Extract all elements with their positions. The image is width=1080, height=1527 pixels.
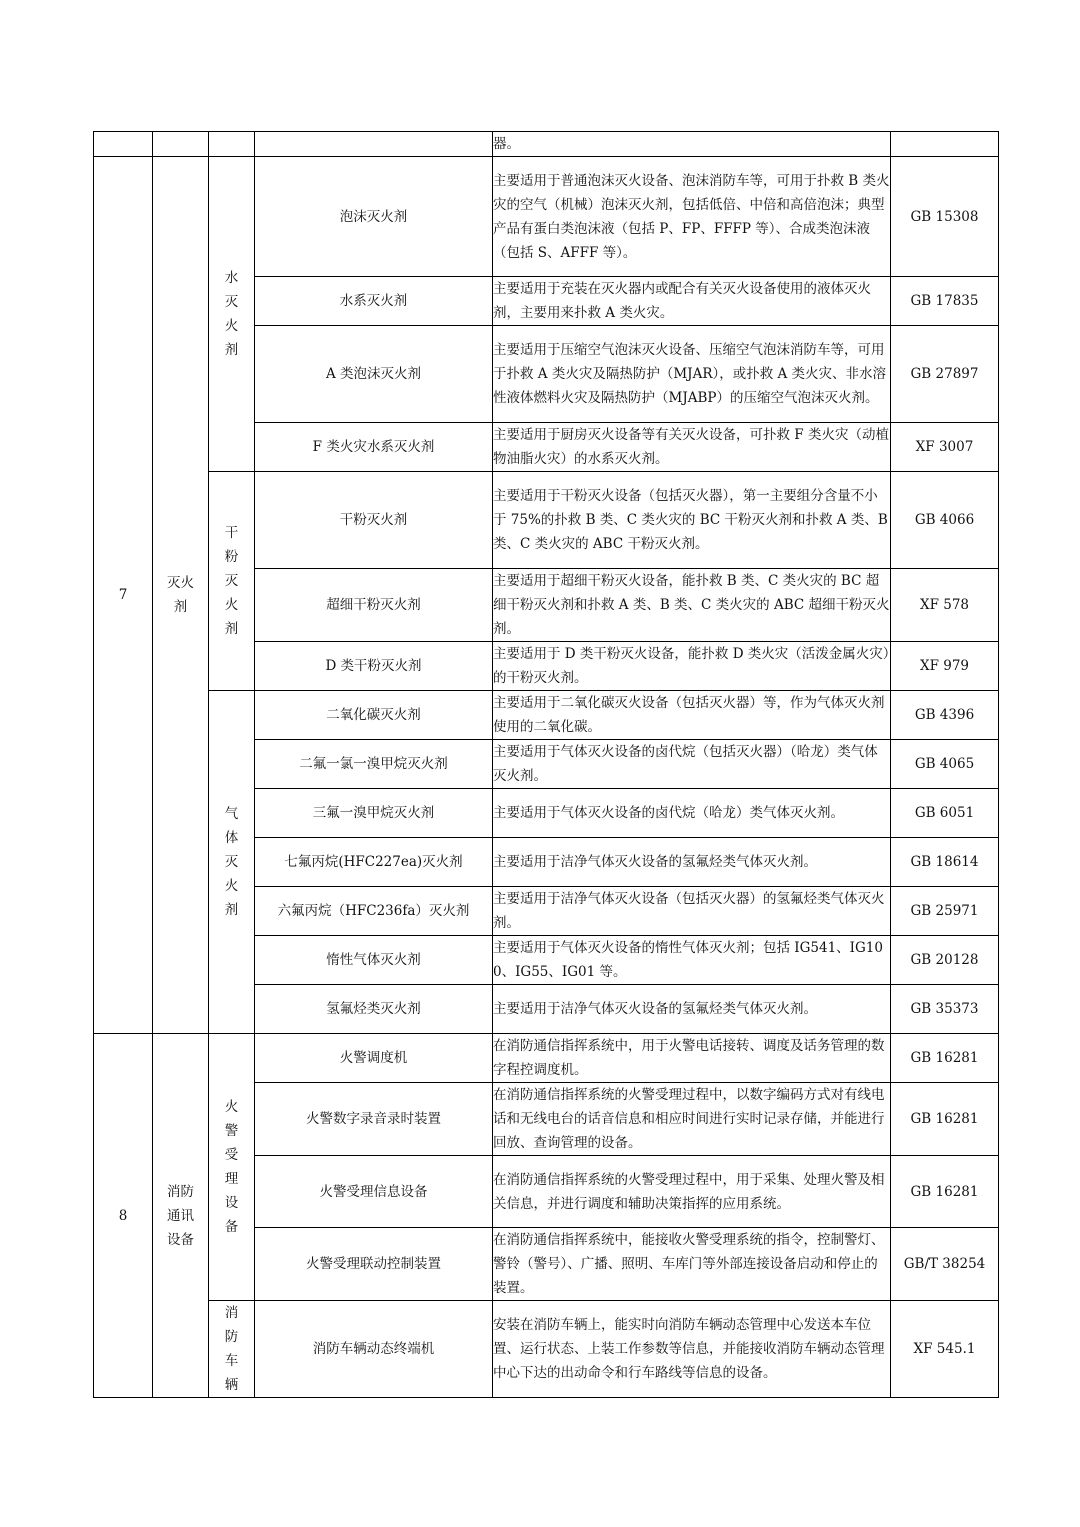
category-cell [153, 157, 209, 1034]
equipment-standards-table [93, 131, 999, 1398]
product-name-cell: 消防车辆动态终端机 [255, 1301, 493, 1398]
description-cell: 在消防通信指挥系统中，能接收火警受理系统的指令，控制警灯、警铃（警号）、广播、照明、车库门等外部连接设备启动和停止的装置。 [493, 1228, 891, 1301]
product-name-cell: 火警数字录音录时装置 [255, 1083, 493, 1156]
product-name-cell: 三氟一溴甲烷灭火剂 [255, 789, 493, 838]
table-row [94, 1301, 999, 1398]
standard-cell: GB 16281 [891, 1156, 999, 1228]
description-cell: 主要适用于洁净气体灭火设备的氢氟烃类气体灭火剂。 [493, 838, 891, 887]
subcategory-label: 气体灭火剂 [224, 806, 239, 918]
description-cell: 主要适用于气体灭火设备的惰性气体灭火剂；包括 IG541、IG100、IG55、IG01 等。 [493, 936, 891, 985]
subcategory-cell [209, 1301, 255, 1398]
description-cell: 主要适用于洁净气体灭火设备的氢氟烃类气体灭火剂。 [493, 985, 891, 1034]
description-cell: 主要适用于普通泡沫灭火设备、泡沫消防车等，可用于扑救 B 类火灾的空气（机械）泡沫灭火剂，包括低倍、中倍和高倍泡沫；典型产品有蛋白类泡沫液（包括 P、FP、FFFP 等）、合成类泡沫液（包括 S、AFFF 等）。 [493, 157, 891, 277]
table-row [94, 1034, 999, 1083]
product-name-cell: D 类干粉灭火剂 [255, 642, 493, 691]
subcategory-label: 干粉灭火剂 [224, 525, 239, 637]
description-cell: 主要适用于干粉灭火设备（包括灭火器），第一主要组分含量不小于 75%的扑救 B 类、C 类火灾的 BC 干粉灭火剂和扑救 A 类、B 类、C 类火灾的 ABC 干粉灭火剂。 [493, 472, 891, 569]
subcategory-cell [209, 691, 255, 1034]
standard-cell: GB 17835 [891, 277, 999, 326]
subcategory-cell [209, 132, 255, 157]
subcategory-label: 水灭火剂 [224, 270, 239, 358]
standard-cell: GB 27897 [891, 326, 999, 423]
standard-cell: XF 3007 [891, 423, 999, 472]
product-name-cell: A 类泡沫灭火剂 [255, 326, 493, 423]
product-name-cell: 火警受理联动控制装置 [255, 1228, 493, 1301]
description-cell: 主要适用于气体灭火设备的卤代烷（包括灭火器）（哈龙）类气体灭火剂。 [493, 740, 891, 789]
standard-cell: XF 979 [891, 642, 999, 691]
product-name-cell: 六氟丙烷（HFC236fa）灭火剂 [255, 887, 493, 936]
description-cell: 主要适用于气体灭火设备的卤代烷（哈龙）类气体灭火剂。 [493, 789, 891, 838]
group-number-cell: 8 [94, 1034, 153, 1398]
subcategory-cell [209, 157, 255, 472]
product-name-cell [255, 132, 493, 157]
description-cell: 主要适用于超细干粉灭火设备，能扑救 B 类、C 类火灾的 BC 超细干粉灭火剂和扑救 A 类、B 类、C 类火灾的 ABC 超细干粉灭火剂。 [493, 569, 891, 642]
table-row [94, 132, 999, 157]
standard-cell: GB 4065 [891, 740, 999, 789]
product-name-cell: 二氧化碳灭火剂 [255, 691, 493, 740]
product-name-cell: 干粉灭火剂 [255, 472, 493, 569]
standard-cell: GB 4396 [891, 691, 999, 740]
standard-cell: GB 18614 [891, 838, 999, 887]
table-row [94, 157, 999, 277]
standard-cell: GB 16281 [891, 1083, 999, 1156]
product-name-cell: F 类火灾水系灭火剂 [255, 423, 493, 472]
subcategory-label: 消防车辆 [224, 1305, 239, 1393]
product-name-cell: 氢氟烃类灭火剂 [255, 985, 493, 1034]
description-cell: 在消防通信指挥系统中，用于火警电话接转、调度及话务管理的数字程控调度机。 [493, 1034, 891, 1083]
category-cell [153, 132, 209, 157]
table-row [94, 472, 999, 569]
description-cell: 在消防通信指挥系统的火警受理过程中，以数字编码方式对有线电话和无线电台的话音信息和相应时间进行实时记录存储，并能进行回放、查询管理的设备。 [493, 1083, 891, 1156]
standard-cell: XF 545.1 [891, 1301, 999, 1398]
description-cell: 主要适用于 D 类干粉灭火设备，能扑救 D 类火灾（活泼金属火灾）的干粉灭火剂。 [493, 642, 891, 691]
subcategory-cell [209, 472, 255, 691]
product-name-cell: 火警调度机 [255, 1034, 493, 1083]
subcategory-cell [209, 1034, 255, 1301]
product-name-cell: 二氟一氯一溴甲烷灭火剂 [255, 740, 493, 789]
description-cell: 主要适用于洁净气体灭火设备（包括灭火器）的氢氟烃类气体灭火剂。 [493, 887, 891, 936]
description-cell: 器。 [493, 132, 891, 157]
description-cell: 主要适用于充装在灭火器内或配合有关灭火设备使用的液体灭火剂，主要用来扑救 A 类火灾。 [493, 277, 891, 326]
standard-cell: GB 16281 [891, 1034, 999, 1083]
standard-cell: GB 35373 [891, 985, 999, 1034]
standard-cell: GB 4066 [891, 472, 999, 569]
product-name-cell: 水系灭火剂 [255, 277, 493, 326]
product-name-cell: 火警受理信息设备 [255, 1156, 493, 1228]
category-label: 灭火剂 [167, 575, 194, 615]
description-cell: 主要适用于厨房灭火设备等有关灭火设备，可扑救 F 类火灾（动植物油脂火灾）的水系灭火剂。 [493, 423, 891, 472]
standard-cell [891, 132, 999, 157]
group-number-cell [94, 132, 153, 157]
description-cell: 主要适用于压缩空气泡沫灭火设备、压缩空气泡沫消防车等，可用于扑救 A 类火灾及隔热防护（MJAR），或扑救 A 类火灾、非水溶性液体燃料火灾及隔热防护（MJABP）的压缩空气泡沫灭火剂。 [493, 326, 891, 423]
group-number-cell: 7 [94, 157, 153, 1034]
table-row [94, 691, 999, 740]
description-cell: 在消防通信指挥系统的火警受理过程中，用于采集、处理火警及相关信息，并进行调度和辅助决策指挥的应用系统。 [493, 1156, 891, 1228]
standard-cell: XF 578 [891, 569, 999, 642]
standard-cell: GB 6051 [891, 789, 999, 838]
product-name-cell: 七氟丙烷(HFC227ea)灭火剂 [255, 838, 493, 887]
description-cell: 主要适用于二氧化碳灭火设备（包括灭火器）等，作为气体灭火剂使用的二氧化碳。 [493, 691, 891, 740]
description-cell: 安装在消防车辆上，能实时向消防车辆动态管理中心发送本车位置、运行状态、上装工作参数等信息，并能接收消防车辆动态管理中心下达的出动命令和行车路线等信息的设备。 [493, 1301, 891, 1398]
product-name-cell: 泡沫灭火剂 [255, 157, 493, 277]
product-name-cell: 超细干粉灭火剂 [255, 569, 493, 642]
subcategory-label: 火警受理设备 [224, 1099, 239, 1235]
standard-cell: GB 20128 [891, 936, 999, 985]
category-label: 消防通讯设备 [167, 1183, 194, 1248]
standard-cell: GB 15308 [891, 157, 999, 277]
category-cell [153, 1034, 209, 1398]
product-name-cell: 惰性气体灭火剂 [255, 936, 493, 985]
standard-cell: GB 25971 [891, 887, 999, 936]
standard-cell: GB/T 38254 [891, 1228, 999, 1301]
